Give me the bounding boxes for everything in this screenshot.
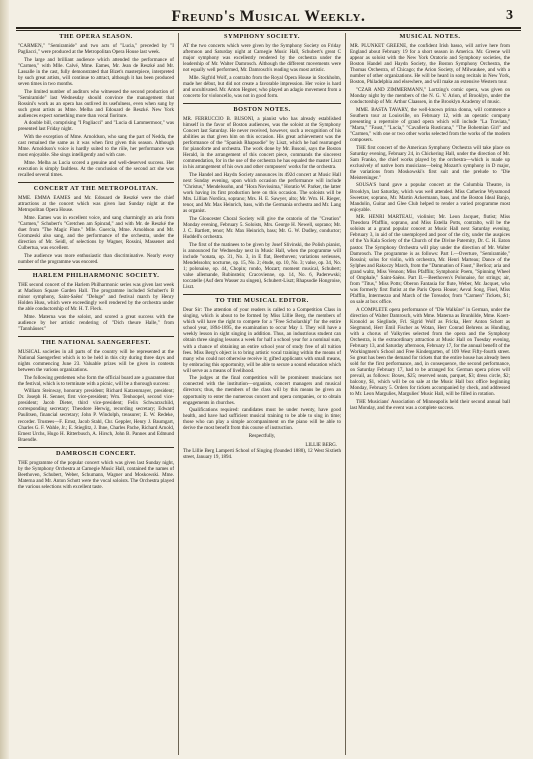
- article-damrosch-concert: [18, 447, 174, 490]
- column-divider: [345, 33, 346, 755]
- article-the-national-saengerfest: [18, 336, 174, 443]
- section-divider: [183, 294, 341, 295]
- article-to-the-musical-editor: [183, 294, 341, 460]
- article-paragraph: A double bill, comprising "I Pagliacci" and "Lucia di Lammermoor," was presented last Friday night.: [18, 120, 174, 133]
- article-heading: CONCERT AT THE METROPOLITAN.: [33, 185, 159, 192]
- article-paragraph: With the exception of Mme. Arnoldson, who sang the part of Nedda, the cast remained the same as it was when first given this season. Although Mme. Arnoldson's voice is hardly suited to the rôle, her performance was most enjoyable. She sings intelligently and with care.: [18, 134, 174, 159]
- article-heading: MUSICAL NOTES.: [399, 33, 461, 40]
- page-title: Freund's Musical Weekly.: [171, 8, 366, 25]
- article-paragraph: MR. FERRUCCIO B. BUSONI, a pianist who has already established himself in the favor of Boston audiences, was the soloist at the Symphony Concert last Saturday. He never received, however, such a recognition of his abilities as that given him on this occasion. His great achievement was the performance of the "Spanish Rhapsodie" by Liszt, which he had rearranged for pianoforte and orchestra. The work done by Mr. Busoni, says the Boston Herald, in the arrangement of this concert piece, commands the sincerest commendation, for in the use of the orchestra he has equaled the master Liszt in his arrangement of his own and other composers' works for the orchestra.: [183, 116, 341, 171]
- article-paragraph: The audience was more enthusiastic than discriminative. Nearly every number of the programme was encored.: [18, 252, 174, 265]
- masthead-rule: [16, 27, 521, 31]
- column-left: [18, 33, 174, 755]
- article-boston-notes: [183, 103, 341, 290]
- article-paragraph: The following gentlemen who form the official board are a guarantee that the festival, which is to terminate with a picnic, will be a thorough success:: [18, 374, 174, 387]
- article-musical-notes: [350, 34, 510, 411]
- article-paragraph: THE Musicians' Association of Minneapolis held their second annual ball last Monday, and the event was a complete success.: [350, 398, 510, 411]
- section-divider: [18, 269, 174, 270]
- article-paragraph: Mme. Melba as Lucia scored a genuine and well-deserved success. Her execution is simply faultless. At the conclusion of the second act she was recalled several times.: [18, 159, 174, 178]
- article-heading: THE OPERA SEASON.: [59, 33, 133, 40]
- article-paragraph: Mlle. Sigfrid Wolf, a contralto from the Royal Opera House in Stockholm, made her début, but did not create a favorable impression. Her voice is hard and uncultivated. Mr. Anton Hegner, who played an adagio movement from a concerto for violoncello, was not in good form.: [183, 74, 341, 100]
- article-paragraph: Qualifications required: candidates must be under twenty, have good health, and have had sufficient musical training to be able to sing in time; those who can play a simple accompaniment on the piano will be able to derive the most benefit from this course of instruction.: [183, 407, 341, 432]
- article-harlem-philharmonic-society: [18, 269, 174, 332]
- article-paragraph: "CZAR AND ZIMMERMANN," Lortzing's comic opera, was given on Monday night by the members of the N. G. V. Arion, of Brooklyn, under the conductorship of Mr. Arthur Claassen, in the Brooklyn Academy of music.: [350, 86, 510, 106]
- column-divider: [178, 33, 179, 755]
- article-heading: HARLEM PHILHARMONIC SOCIETY.: [32, 271, 160, 279]
- column-right: [350, 33, 510, 755]
- article-paragraph: THE programme of the popular concert which was given last Sunday night, by the Symphony Orchestra at Carnegie Music Hall, contained the names of Beethoven, Schubert, Weber, Schumann, Wagner and Moskowski. Mme. Materna and Mr. Anton Schott were the vocal soloists. The Orchestra played the various selections with excellent taste.: [18, 459, 174, 490]
- column-middle: [183, 33, 341, 755]
- article-paragraph: MUSICAL societies in all parts of the country will be represented at the National Saengerfest which is to be held in this city during three days and nights commencing June 23. Valuable prizes will be given in contests between the various organizations.: [18, 348, 174, 373]
- page-binding-edge: [0, 0, 9, 759]
- article-paragraph: The Gloucester Choral Society will give the oratorio of the "Creation" Monday evening, February 5. Soloists, Mrs. George H. Newell, soprano; Mr. J. C. Bartlett, tenor; Mr. Max Heinrich, bass; Mr. G. W. Dudley, conductor; Huddell's orchestra.: [183, 216, 341, 241]
- article-paragraph: Mme. Eames was in excellent voice, and sang charmingly an aria from "Carmen," Schubert's "Gretchen am Spinrad," and with Mr. de Reszké the duet from "The Magic Flute." Mlle. Guercia, Mme. Arnoldson and Mr. Gromzeski also sang, and the performance of the orchestra, under the direction of Mr. Seidl, of selections by Wagner, Rossini, Massenet and Culbertua, was excellent.: [18, 214, 174, 252]
- article-paragraph: The first of the matinees to be given by Josef Slivinski, the Polish pianist, is announced for Wednesday next in Music Hall, when the programme will include "sonata, op. 31, No. 3, in E flat, Beethoven; variations serieuses, Mendelssohn; nocturne, op. 15, No. 2; étude, op. 10, No. 3; valse, op. 34, No. 1; polonaise, op. 44, Chopin; rondo, Mozart; moment musical, Schubert; valse allemande, Rubinstein; Cracovienne, op. 14, No. 6, Paderewski; toccatelle (Auf dem Wasser zu singen), Schubert-Liszt; Rhapsodie Hongroise, Liszt.: [183, 241, 341, 291]
- article-paragraph: Mme. Materna was the soloist, and scored a great success with the audience by her artistic rendering of "Dich theure Halle," from "Tannhäuser.": [18, 313, 174, 332]
- article-paragraph: A COMPLETE opera performance of "Die Walküre" in German, under the direction of Walter Damrosch, with Mme. Materna as Brunhilde, Mme. Koert-Kronold as Sieglinde, Frl. Sigrid Wolf as Fricka, Herr Anton Schott as Siegmund, Herr Emil Fischer as Wotan, Herr Conrad Behrens as Hunding, with a chorus of Valkyries selected from the opera and the Symphony Orchestra, is the extraordinary attraction at Music Hall on Tuesday evening, February 13, and Saturday afternoon, February 17, for the annual benefit of the Workingmen's School and Free Kindergarten, of 109 West Fifty-fourth street. So great has been the demand for tickets that the entire house has already been sold for the first performance, and, in consequence, the second performance, on Saturday February 17, had to be arranged for. German opera prices will prevail, as follows: Boxes, $25; reserved seats, parquet, $3; dress circle, $2; balcony, $1, which will be on sale at the Music Hall box office beginning Monday, February 5. Orders for tickets accompanied by check, and addressed to Mr. Leon Margulies, Margulies' Music Hall, will be filled in rotation.: [350, 306, 510, 398]
- article-paragraph: The Handel and Haydn Society announces its 492d concert at Music Hall next Sunday evening, upon which occasion the performance will include "Christus," Mendelssohn, and "Hora Novissima," Horatio W. Parker, the latter work having its first production here on this occasion. The soloists will be Mrs. Lillian Nordica, soprano; Mrs. H. E. Sawyer, alto; Mr. Wm. H. Rieger, tenor, and Mr. Max Heinrich, bass, with the Germania orchestra and Mr. Lang as organist.: [183, 172, 341, 215]
- article-paragraph: MR. HENRI MARTEAU, violinist; Mr. Leon Jacquet, flutist; Miss Theodora Pfafflin, soprano, and Miss Estella Potts, contralto, will be the soloists at a grand popular concert at Music Hall next Saturday evening, February 3, in aid of the unemployed and poor of the city, under the auspices of the Ya Kala Society of the Church of the Divine Paternity, Dr. C. H. Eaton pastor. The Symphony Orchestra will play under the direction of Mr. Walter Damrosch. The programme is as follows: Part I.—Overture, "Semiramide," Rossini; solos for violin, with orchestra, Mr. Henri Marteau; Dance of the Sylphes and Rakoczy March, from the "Damnation of Faust," Berlioz; aria and grand waltz, Miss Vennon; Miss Pfafflin; Symphonic Poem, "Spinning Wheel of Omphale," Saint-Saëns. Part II.—Beethoven's Polonaise, for strings; air, from "Titus," Miss Potts; Oberon Fantasia for flute, Weber, Mr. Jacquet, who was formerly first flutist at the Paris Opera House; Aeval Song, Fisel, Miss Pfafflin, Intermezzo and March of the Toreador, from "Carmen" Tickets, $1; on sale at box office.: [350, 214, 510, 305]
- article-paragraph: MME. EMMA EAMES and Mr. Edouard de Reszké were the chief attractions at the concert which was given last Sunday night at the Metropolitan Opera House.: [18, 195, 174, 214]
- section-divider: [18, 182, 174, 183]
- letter-closing: Respectfully,: [248, 432, 276, 439]
- article-paragraph: The large and brilliant audience which attended the performance of "Carmen," with Mlle. Calvé, Mme. Eames, Mr. Jean de Reszké and Mr. Lassalle in the cast, fully demonstrated that Bizet's masterpiece, interpreted by such great artists, will continue to attract, although it has been produced seven times in two months.: [18, 56, 174, 87]
- article-paragraph: MME. BASTA TAVARY, the well-known prima donna, will commence a Southern tour at Louisville, on February 12, with an operatic company presenting a repertoire of grand opera which will include "La Traviata," "Marta," "Faust," "Lucia," "Cavalleria Rusticana," "The Bohemian Girl" and "Carmen," with one or two other works selected from the works of the modern composers.: [350, 106, 510, 143]
- article-symphony-society: [183, 34, 341, 99]
- article-heading: BOSTON NOTES.: [233, 106, 291, 114]
- masthead: [16, 6, 521, 28]
- letter-address: The Lillie Berg Lamperti School of Singing (founded 1880), 12 West Sixtieth street, January 19, 1894.: [183, 448, 341, 461]
- article-paragraph: SOUSA'S band gave a popular concert at the Columbia Theatre, in Brooklyn, last Saturday, which was well attended. Miss Catherine Wyssmond Sweetzer, soprano, Mr. Martin Ackermann, bass, and the Boston Ideal Banjo, Mandolin, Guitar and Glee Club helped to render a varied programme most enjoyable.: [350, 182, 510, 213]
- section-divider: [183, 103, 341, 104]
- letter-signature: LILLIE BERG.: [305, 442, 337, 449]
- article-heading: THE NATIONAL SAENGERFEST.: [41, 338, 151, 346]
- article-paragraph: The limited number of auditors who witnessed the second production of "Semiramide" last Wednesday should convince the management that Rossini's work as an opera has outlived its usefulness, even when sung by such great artists as Mme. Melba and Edouard de Reszké. New York audiences expect something more than vocal fioriture.: [18, 88, 174, 119]
- article-heading: DAMROSCH CONCERT.: [56, 449, 136, 457]
- article-paragraph: "CARMEN," "Semiramide" and two acts of "Lucia," preceded by "I Pagliacci," were produced at the Metropolitan Opera House last week.: [18, 43, 174, 56]
- article-concert-at-the-metropolitan: [18, 182, 174, 265]
- article-paragraph: THE second concert of the Harlem Philharmonic series was given last week at Madison Square Garden Hall. The programme included Schubert's B minor symphony, Saint-Saëns' "Deluge" and festival march by Henry Holden Huss, which were exceedingly well rendered by the orchestra under the able conductorship of Mr. H. T. Fleck.: [18, 281, 174, 312]
- article-paragraph: THE first concert of the American Symphony Orchestra will take place on Saturday evening, February 24, in Chickering Hall, under the direction of Mr. Sam Franko, the chief works played by the orchestra—which is made up exclusively of native born musicians—being Mozart's symphony in D major, the variations from Moskowski's first suit and the prelude to "Die Meistersinger.": [350, 144, 510, 181]
- article-heading: SYMPHONY SOCIETY.: [224, 33, 300, 40]
- article-heading: TO THE MUSICAL EDITOR.: [215, 297, 309, 305]
- section-divider: [18, 336, 174, 337]
- article-the-opera-season: [18, 34, 174, 178]
- article-paragraph: MR. PLUNKET GREENE, the confident Irish basso, will arrive here from England about February 19 for a short season in America. Mr. Greene will appear as soloist with the New York Oratorio and Symphony societies, the Boston Handel and Haydn Society, the Boston Symphony Orchestra, the Thomas Orchestra, of Chicago; the Arion Society, of Milwaukee, and with a number of other organizations. He will be heard in song recitals in New York, Boston, Philadelphia and elsewhere, and will make an extensive Western tour.: [350, 43, 510, 86]
- section-divider: [18, 447, 174, 448]
- article-paragraph: William Steinway, honorary president; Richard Katzenmayer, president; Dr. Joseph H. Senner, first vice-president; Wm. Tenhoopel, second vice-president; Jacob Dieter, third vice-president; Felix Schwarzschild, corresponding secretary; Theodore Herwig, recording secretary; Edward Paulitsen, financial secretary; John P. Windolph, treasurer; E. W. Redeke, recorder. Trustees—F. Ernst, Jacob Stahl, Chr. Geppler, Henry J. Baumgart, Charles G. F. Wahle, Jr.; E. Stieglitz, J. Ihne, Charles Pache, Richard Arnold, Ernest Urchs, Hugo H. Ritterbusch, A. Hirsch, John B. Pannes and Edmund Braendle.: [18, 388, 174, 443]
- article-paragraph: Dear Sir: The attention of your readers is called to a Competition Class in singing, which is about to be formed by Miss Lillie Berg, the members of which will have the right to compete for a "Free Scholarship" for the entire school year, 1894-1895, the examination to occur May 1. They will have a weekly lesson in sight singing in addition. Thus, an industrious student can obtain three singing lessons a week for half a school year for a nominal sum, with a chance of obtaining an entire school year of study free of all tuition fees. Miss Berg's object is to bring artistic vocal training within the means of many who could not otherwise receive it; gifted applicants with small means, by embracing this opportunity, will be able to secure a sound education which will serve as a means of livelihood.: [183, 307, 341, 374]
- page-number: 3: [506, 8, 513, 23]
- article-paragraph: AT the two concerts which were given by the Symphony Society on Friday afternoon and Saturday night at Carnegie Music Hall, Schubert's great C major symphony was excellently rendered by the orchestra under the leadership of Mr. Walter Damrosch. Although the different movements were not equally well performed, Mr. Damrosch's reading was most artistic.: [183, 43, 341, 74]
- article-paragraph: The judges at the final competition will be prominent musicians not connected with the institution—organists, concert managers and musical directors; thus, the members of the class will by this means be given an opportunity to enter the numerous concert and opera companies, or to obtain engagements in churches.: [183, 375, 341, 406]
